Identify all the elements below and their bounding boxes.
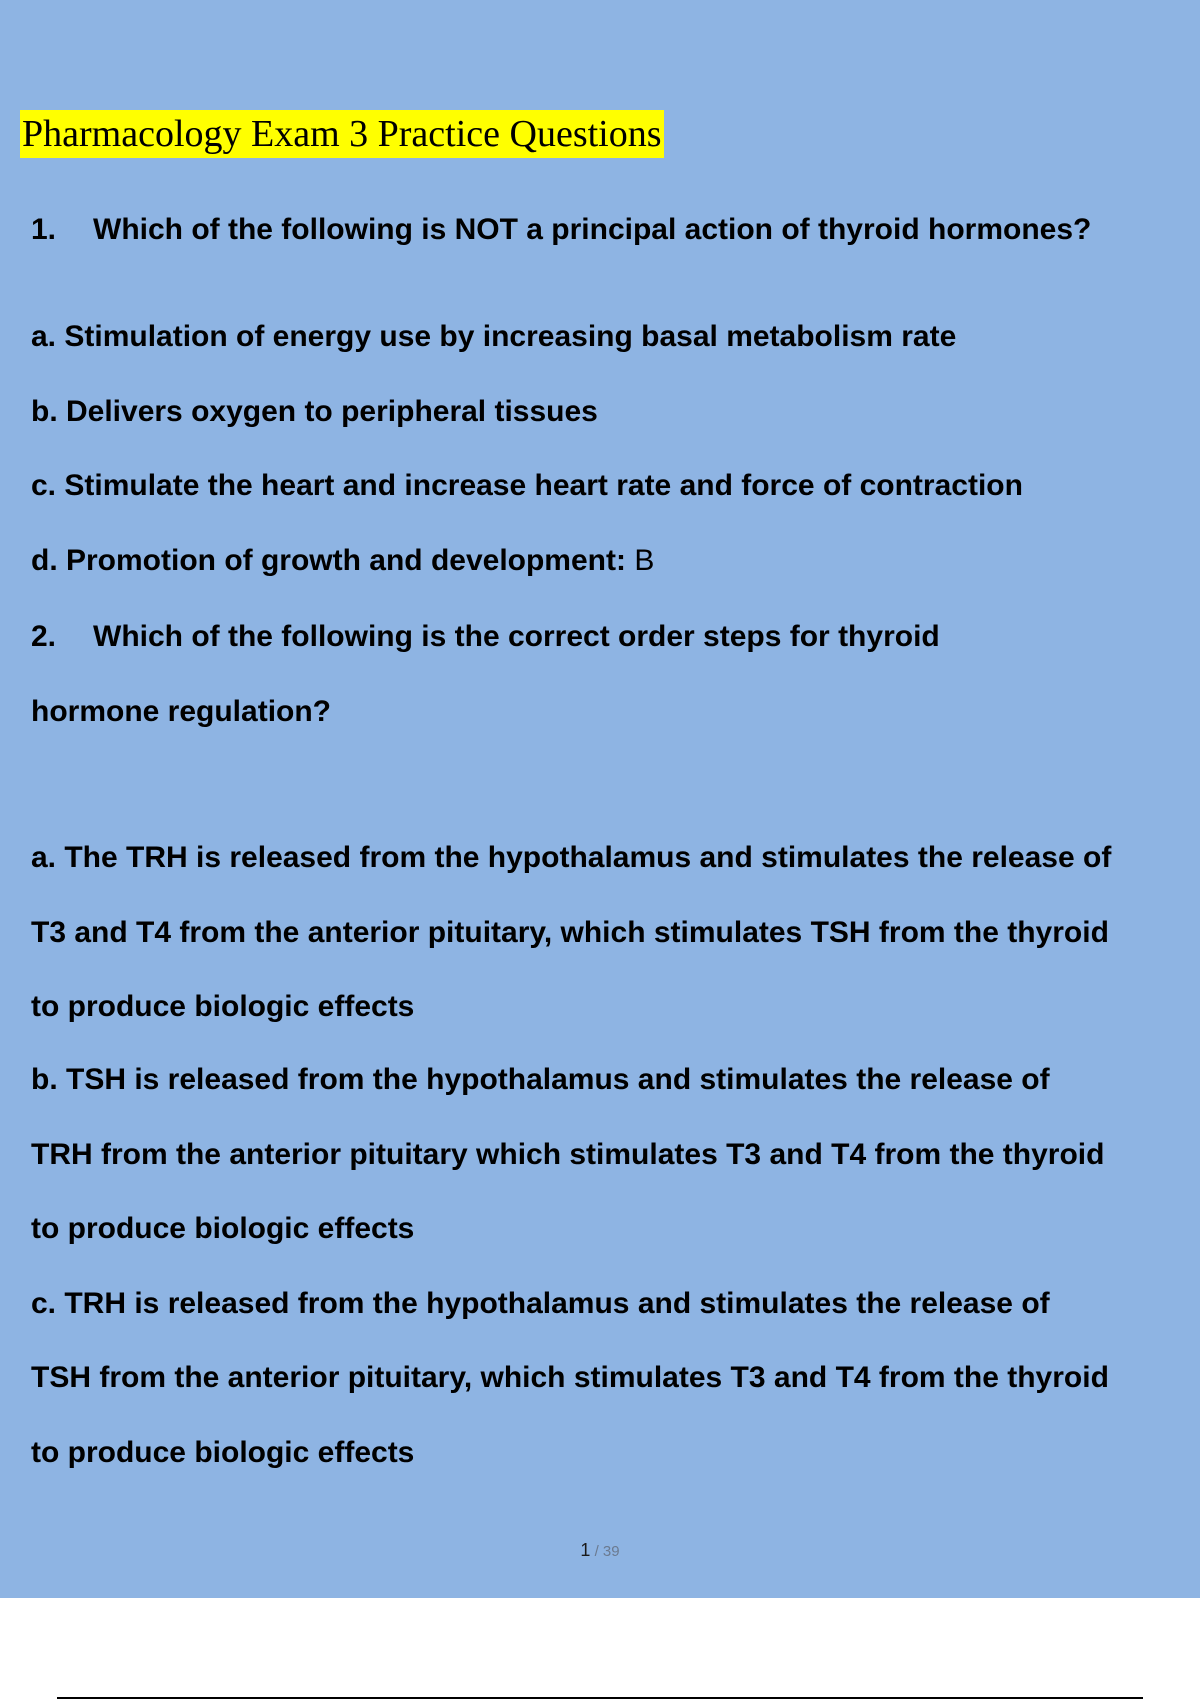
answer-key: B (625, 544, 655, 577)
total-pages: / 39 (590, 1543, 620, 1560)
question-1-option-d (31, 541, 654, 581)
page-counter (0, 1540, 1200, 1561)
question-2-option-b-line-3: to produce biologic effects (31, 1212, 415, 1245)
question-1-option-c: c. Stimulate the heart and increase heart rate and force of contraction (31, 469, 1023, 502)
question-number: 1. (31, 213, 57, 246)
option-text: d. Promotion of growth and development: (31, 544, 626, 577)
question-text: Which of the following is NOT a principal action of thyroid hormones? (93, 213, 1092, 246)
question-1-option-a: a. Stimulation of energy use by increasing basal metabolism rate (31, 320, 957, 353)
question-2-heading-continued: hormone regulation? (31, 695, 331, 728)
question-2-option-a-line-3: to produce biologic effects (31, 990, 415, 1023)
document-title: Pharmacology Exam 3 Practice Questions (20, 110, 664, 158)
question-2-option-b-line-1: b. TSH is released from the hypothalamus and stimulates the release of (31, 1063, 1050, 1096)
question-number: 2. (31, 620, 57, 653)
question-2-option-c-line-3: to produce biologic effects (31, 1436, 415, 1469)
question-2-option-a-line-1: a. The TRH is released from the hypothalamus and stimulates the release of (31, 841, 1112, 874)
question-2-option-c-line-2: TSH from the anterior pituitary, which stimulates T3 and T4 from the thyroid (31, 1361, 1109, 1394)
question-2-option-a-line-2: T3 and T4 from the anterior pituitary, which stimulates TSH from the thyroid (31, 916, 1109, 949)
page-divider (57, 1697, 1143, 1699)
question-text: Which of the following is the correct order steps for thyroid (93, 620, 940, 653)
question-2-option-b-line-2: TRH from the anterior pituitary which stimulates T3 and T4 from the thyroid (31, 1138, 1105, 1171)
question-2-heading (31, 617, 940, 657)
question-1-heading (31, 210, 1091, 250)
question-1-option-b: b. Delivers oxygen to peripheral tissues (31, 395, 598, 428)
current-page: 1 (580, 1540, 591, 1560)
question-2-option-c-line-1: c. TRH is released from the hypothalamus and stimulates the release of (31, 1287, 1050, 1320)
